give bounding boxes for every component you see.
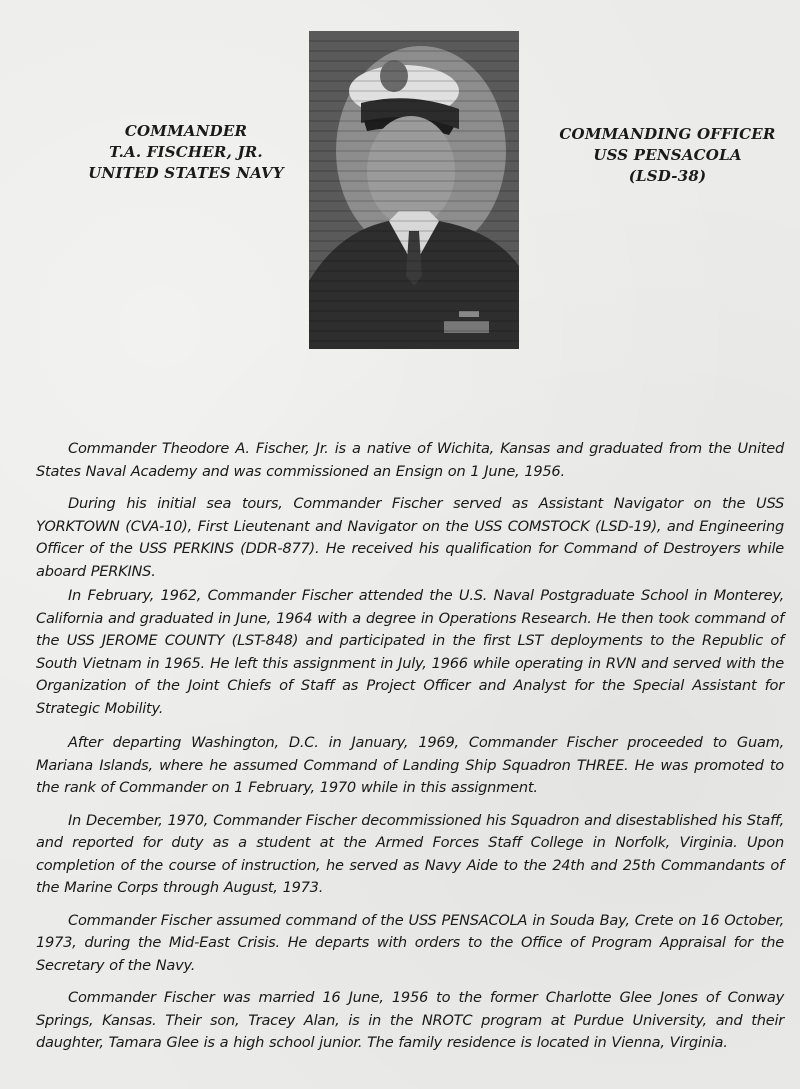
officer-portrait-photo (309, 31, 519, 349)
portrait-icon (309, 31, 519, 349)
bio-paragraph-sea-tours: During his initial sea tours, Commander Fischer served as Assistant Navigator on the USS YORKTOWN (CVA-10), First Lieutenant and Navigator on the USS COMSTOCK (LSD-19), and Engineering Officer of the USS PERKINS (DDR-877). He received his qualification for Command of Destroyers while aboard PERKINS. (36, 495, 784, 580)
bio-paragraph-origin: Commander Theodore A. Fischer, Jr. is a native of Wichita, Kansas and graduated from the United States Naval Academy and was commissioned an Ensign on 1 June, 1956. (36, 440, 784, 480)
hull-number: (LSD-38) (628, 167, 707, 185)
officer-name-caption (56, 121, 316, 184)
bio-paragraph-staff-college: In December, 1970, Commander Fischer decommissioned his Squadron and disestablished his Staff, and reported for duty as a student at the Armed Forces Staff College in Norfolk, Virginia. Upon completion of the course of instruction, he served as Navy Aide to the 24th and 25th Commandants of the Marine Corps through August, 1973. (36, 811, 784, 896)
service-branch: UNITED STATES NAVY (88, 164, 284, 182)
ship-name: USS PENSACOLA (593, 146, 742, 164)
biography-text (36, 438, 784, 1065)
rank-label: COMMANDER (124, 122, 248, 140)
bio-paragraph-family: Commander Fischer was married 16 June, 1956 to the former Charlotte Glee Jones of Conway Springs, Kansas. Their son, Tracey Alan, is in the NROTC program at Purdue University, and their daughter, Tamara Glee is a high school junior. The family residence is located in Vienna, Virginia. (36, 989, 784, 1051)
position-title: COMMANDING OFFICER (559, 125, 776, 143)
officer-name: T.A. FISCHER, JR. (109, 143, 263, 161)
bio-paragraph-pensacola-command: Commander Fischer assumed command of the USS PENSACOLA in Souda Bay, Crete on 16 October, 1973, during the Mid-East Crisis. He departs with orders to the Office of Program Appraisal for the Secretary of the Navy. (36, 911, 784, 974)
bio-paragraph-postgraduate: In February, 1962, Commander Fischer attended the U.S. Naval Postgraduate School in Monterey, California and graduated in June, 1964 with a degree in Operations Research. He then took command of the USS JEROME COUNTY (LST-848) and participated in the first LST deployments to the Republic of South Vietnam in 1965. He left this assignment in July, 1966 while operating in RVN and served with the Organization of the Joint Chiefs of Staff as Project Officer and Analyst for the Special Assistant for Strategic Mobility. (36, 587, 784, 717)
command-title-caption (540, 124, 795, 187)
bio-paragraph-guam: After departing Washington, D.C. in January, 1969, Commander Fischer proceeded to Guam, Mariana Islands, where he assumed Command of Landing Ship Squadron THREE. He was promoted to the rank of Commander on 1 February, 1970 while in this assignment. (36, 734, 784, 796)
